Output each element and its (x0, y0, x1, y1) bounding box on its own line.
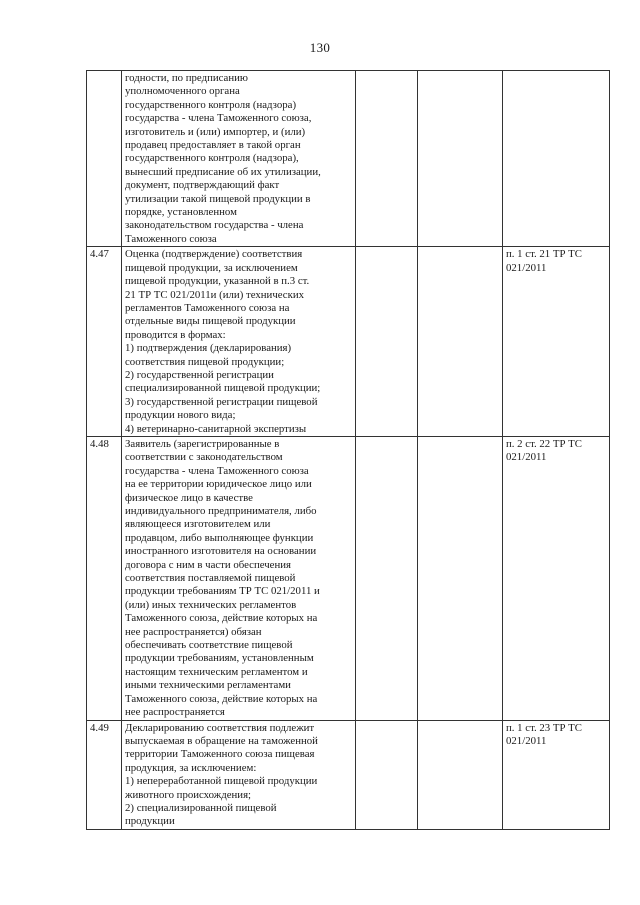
empty-cell (356, 247, 418, 437)
reference-cell (503, 71, 610, 247)
table-row (87, 247, 610, 437)
reference-cell: п. 1 ст. 23 ТР ТС 021/2011 (503, 720, 610, 829)
requirements-table (86, 70, 610, 830)
empty-cell (418, 247, 503, 437)
table-row (87, 71, 610, 247)
empty-cell (418, 71, 503, 247)
empty-cell (418, 436, 503, 720)
requirement-text-cell: годности, по предписанию уполномоченного органа государственного контроля (надзора) государства - члена Таможенного союза, изготовитель и (или) импортер, и (или) продавец предоставляет в такой орган государственного контроля (надзора), вынесший предписание об их утилизации, документ, подтверждающий факт утилизации такой пищевой продукции в порядке, установленном законодательством государства - члена Таможенного союза (122, 71, 356, 247)
row-number-cell: 4.48 (87, 436, 122, 720)
page-number: 130 (309, 40, 331, 55)
empty-cell (418, 720, 503, 829)
empty-cell (356, 720, 418, 829)
row-number-cell (87, 71, 122, 247)
requirement-text-cell: Заявитель (зарегистрированные в соответствии с законодательством государства - члена Таможенного союза на ее территории юридическое лицо или физическое лицо в качестве индивидуального предпринимателя, либо являющееся изготовителем или продавцом, либо выполняющее функции иностранного изготовителя на основании договора с ним в части обеспечения соответствия поставляемой пищевой продукции требованиям ТР ТС 021/2011 и (или) иных технических регламентов Таможенного союза, действие которых на нее распространяется) обязан обеспечивать соответствие пищевой продукции требованиям, установленным настоящим техническим регламентом и иными техническими регламентами Таможенного союза, действие которых на нее распространяется (122, 436, 356, 720)
empty-cell (356, 436, 418, 720)
empty-cell (356, 71, 418, 247)
table-row (87, 436, 610, 720)
reference-cell: п. 1 ст. 21 ТР ТС 021/2011 (503, 247, 610, 437)
row-number-cell: 4.49 (87, 720, 122, 829)
requirement-text-cell: Декларированию соответствия подлежит выпускаемая в обращение на таможенной территории Таможенного союза пищевая продукция, за исключением: 1) непереработанной пищевой продукции животного происхождения; 2) специализированной пищевой продукции (122, 720, 356, 829)
reference-cell: п. 2 ст. 22 ТР ТС 021/2011 (503, 436, 610, 720)
table-row (87, 720, 610, 829)
row-number-cell: 4.47 (87, 247, 122, 437)
requirement-text-cell: Оценка (подтверждение) соответствия пищевой продукции, за исключением пищевой продукции, указанной в п.3 ст. 21 ТР ТС 021/2011и (или) технических регламентов Таможенного союза на отдельные виды пищевой продукции проводится в формах: 1) подтверждения (декларирования) соответствия пищевой продукции; 2) государственной регистрации специализированной пищевой продукции; 3) государственной регистрации пищевой продукции нового вида; 4) ветеринарно-санитарной экспертизы (122, 247, 356, 437)
